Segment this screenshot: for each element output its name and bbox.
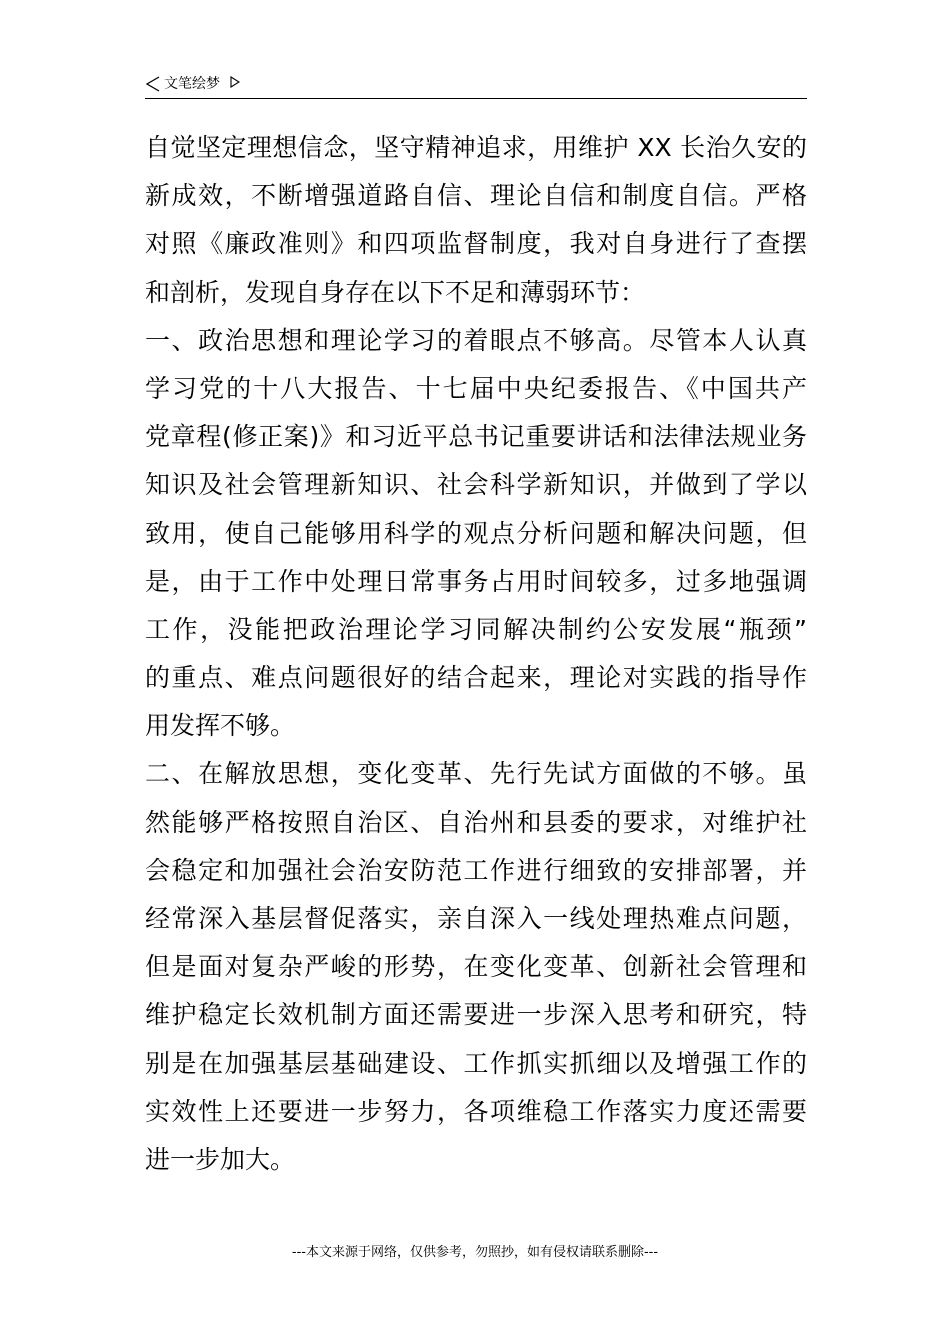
text-line: 别是在加强基层基础建设、工作抓实抓细以及增强工作的 [145, 1048, 807, 1078]
text-line: 经常深入基层督促落实，亲自深入一线处理热难点问题， [145, 904, 807, 933]
text-line: 进一步加大。 [145, 1144, 296, 1174]
text-line: 是，由于工作中处理日常事务占用时间较多，过多地强调 [145, 566, 807, 596]
text-line: 致用，使自己能够用科学的观点分析问题和解决问题，但 [145, 518, 807, 548]
text-line: 然能够严格按照自治区、自治州和县委的要求，对维护社 [145, 807, 807, 837]
text-line: 自觉坚定理想信念，坚守精神追求，用维护 XX 长治久安的 [145, 133, 807, 162]
text-line: 对照《廉政准则》和四项监督制度，我对自身进行了查摆 [145, 229, 807, 259]
header-label: 文笔绘梦 [164, 76, 220, 92]
text-line: 的重点、难点问题很好的结合起来，理论对实践的指导作 [145, 663, 807, 693]
text-line: 和剖析，发现自身存在以下不足和薄弱环节： [145, 277, 646, 307]
left-triangle-icon [145, 76, 161, 92]
text-line: 二、在解放思想，变化变革、先行先试方面做的不够。虽 [145, 759, 807, 789]
page-header [145, 72, 807, 99]
text-line: 维护稳定长效机制方面还需要进一步深入思考和研究，特 [145, 1000, 807, 1030]
document-body [145, 124, 807, 1184]
text-line: 学习党的十八大报告、十七届中央纪委报告、《中国共产 [145, 373, 807, 403]
footer-disclaimer: ---本文来源于网络，仅供参考，勿照抄，如有侵权请联系删除--- [291, 1245, 659, 1260]
text-line: 新成效，不断增强道路自信、理论自信和制度自信。严格 [145, 181, 807, 211]
text-line: 会稳定和加强社会治安防范工作进行细致的安排部署，并 [145, 855, 807, 885]
text-line: 实效性上还要进一步努力，各项维稳工作落实力度还需要 [145, 1096, 807, 1126]
text-line: 知识及社会管理新知识、社会科学新知识，并做到了学以 [145, 470, 807, 500]
text-line: 一、政治思想和理论学习的着眼点不够高。尽管本人认真 [145, 325, 807, 355]
text-line: 但是面对复杂严峻的形势，在变化变革、创新社会管理和 [145, 952, 807, 982]
text-line: 用发挥不够。 [145, 711, 296, 741]
text-line: 党章程(修正案)》和习近平总书记重要讲话和法律法规业务 [145, 422, 807, 452]
right-triangle-icon [230, 76, 240, 88]
text-line: 工作，没能把政治理论学习同解决制约公安发展“瓶颈” [145, 614, 807, 644]
